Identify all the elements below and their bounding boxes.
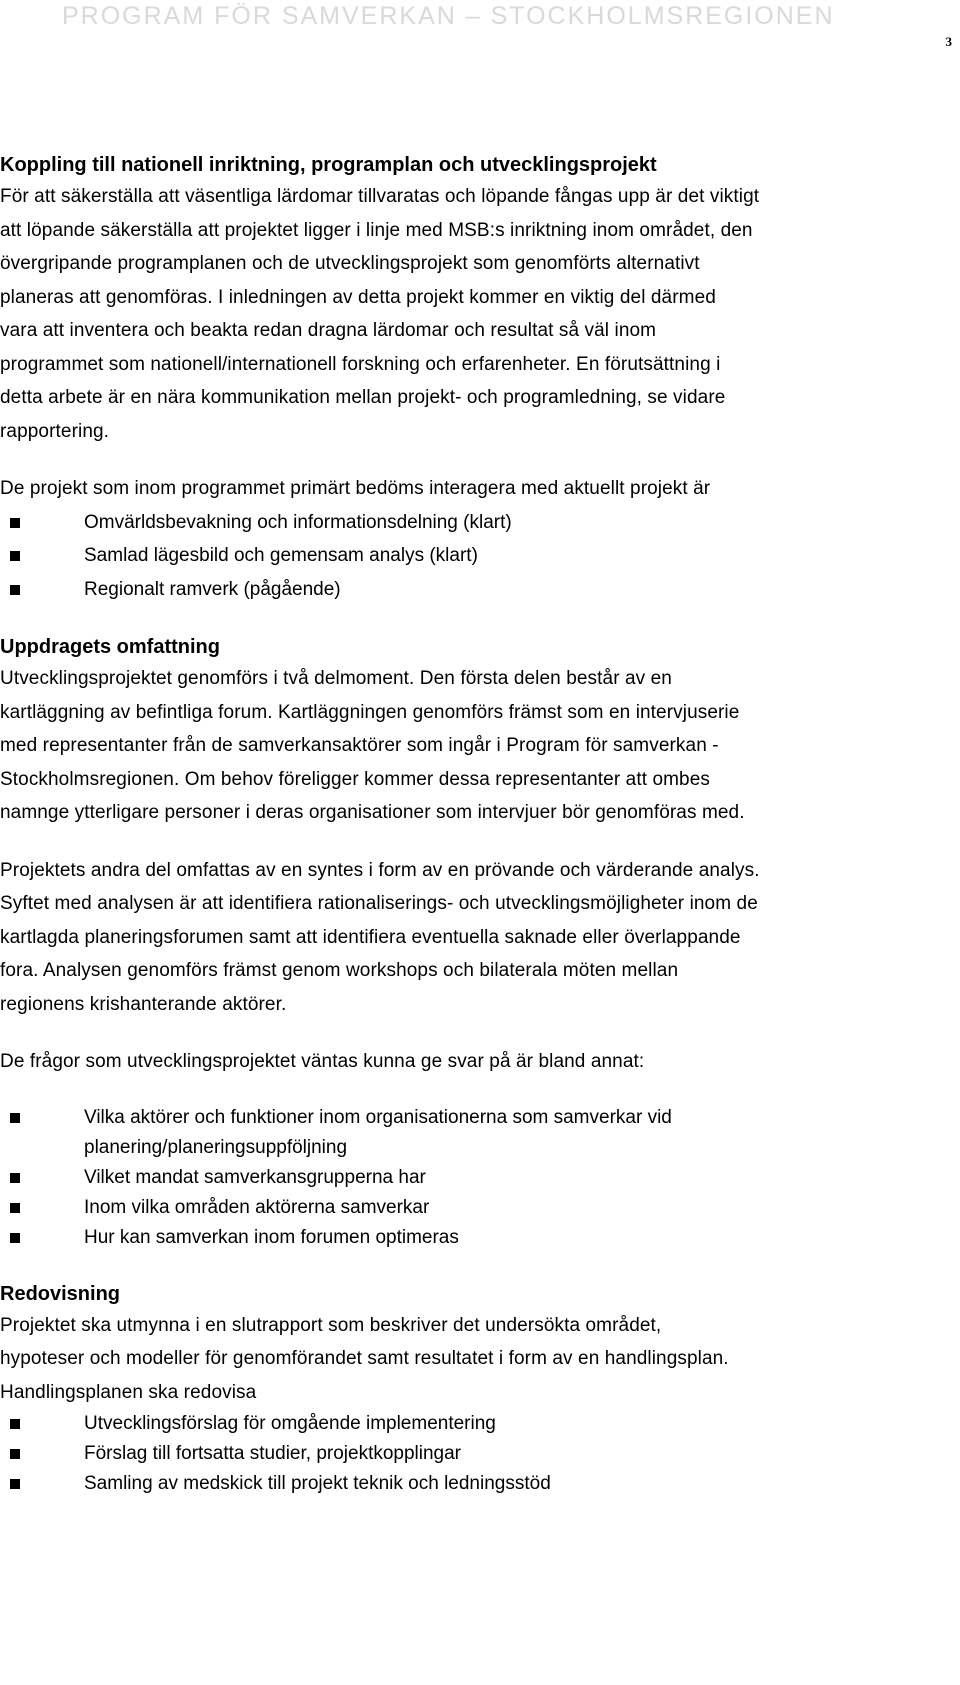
projects-intro: De projekt som inom programmet primärt bedöms interagera med aktuellt projekt är [0,478,711,499]
text-line: Projektet ska utmynna i en slutrapport som beskriver det undersökta området, [0,1314,662,1336]
text-line: Utvecklingsprojektet genomförs i två delmoment. Den första delen består av en [0,668,672,689]
list-item: Inom vilka områden aktörerna samverkar [0,1193,945,1223]
text-line: detta arbete är en nära kommunikation mellan projekt- och programledning, se vidare [0,387,726,408]
section-heading-redovisning: Redovisning [0,1282,121,1305]
text-line: Handlingsplanen ska redovisa [0,1381,257,1403]
document-body [0,150,945,1499]
text-line: kartlagda planeringsforumen samt att identifiera eventuella saknade eller överlappande [0,926,741,948]
bullet-square-icon [10,1173,20,1183]
bullet-square-icon [10,1449,20,1459]
section-heading-koppling: Koppling till nationell inriktning, programplan och utvecklingsprojekt [0,154,657,176]
list-item: Samlad lägesbild och gemensam analys (klart) [0,539,945,573]
paragraph-redovisning [0,1309,945,1410]
text-line: övergripande programplanen och de utvecklingsprojekt som genomförts alternativt [0,253,700,274]
text-line: Stockholmsregionen. Om behov föreligger kommer dessa representanter att ombes [0,768,710,790]
text-line: programmet som nationell/internationell forskning och erfarenheter. En förutsättning i [0,353,721,375]
handlingsplan-list [0,1409,945,1499]
bullet-square-icon [10,1203,20,1213]
list-item: Vilka aktörer och funktioner inom organisationerna som samverkar vid planering/planeringsuppföljning [0,1103,945,1163]
spacer [0,1253,945,1279]
text-line: namnge ytterligare personer i deras organisationer som intervjuer bör genomföras med. [0,802,745,823]
spacer [0,1021,945,1045]
text-line: fora. Analysen genomförs främst genom workshops och bilaterala möten mellan [0,960,679,981]
list-item: Förslag till fortsatta studier, projektkopplingar [0,1439,945,1469]
text-line: vara att inventera och beakta redan dragna lärdomar och resultat så väl inom [0,320,657,341]
bullet-square-icon [10,551,20,561]
running-header: PROGRAM FÖR SAMVERKAN – STOCKHOLMSREGIONEN [62,2,835,30]
text-line: regionens krishanterande aktörer. [0,993,287,1015]
text-line: hypoteser och modeller för genomförandet samt resultatet i form av en handlingsplan. [0,1348,729,1369]
bullet-square-icon [10,585,20,595]
list-item: Hur kan samverkan inom forumen optimeras [0,1223,945,1253]
bullet-square-icon [10,1479,20,1489]
paragraph-uppdrag-2 [0,854,945,1022]
bullet-square-icon [10,1233,20,1243]
spacer [0,1079,945,1103]
questions-list [0,1103,945,1253]
list-item: Vilket mandat samverkansgrupperna har [0,1163,945,1193]
text-line: att löpande säkerställa att projektet ligger i linje med MSB:s inriktning inom området, den [0,219,753,241]
section-heading-uppdrag: Uppdragets omfattning [0,636,220,658]
text-line: kartläggning av befintliga forum. Kartläggningen genomförs främst som en intervjuserie [0,701,740,723]
text-line: planeras att genomföras. I inledningen av detta projekt kommer en viktig del därmed [0,286,716,308]
bullet-square-icon [10,1113,20,1123]
spacer [0,830,945,854]
text-line: För att säkerställa att väsentliga lärdomar tillvaratas och löpande fångas upp är det viktigt [0,186,760,207]
list-item: Regionalt ramverk (pågående) [0,573,945,607]
questions-intro: De frågor som utvecklingsprojektet väntas kunna ge svar på är bland annat: [0,1051,645,1072]
bullet-square-icon [10,1419,20,1429]
text-line: Projektets andra del omfattas av en syntes i form av en prövande och värderande analys. [0,859,760,881]
text-line: Syftet med analysen är att identifiera rationaliserings- och utvecklingsmöjligheter inom de [0,893,758,914]
list-item: Samling av medskick till projekt teknik och ledningsstöd [0,1469,945,1499]
paragraph-uppdrag-1 [0,662,945,830]
bullet-square-icon [10,518,20,528]
page-number: 3 [945,34,952,49]
list-item: Omvärldsbevakning och informationsdelning (klart) [0,506,945,540]
related-projects-list [0,506,945,607]
paragraph-koppling [0,180,945,448]
spacer [0,448,945,472]
list-item: Utvecklingsförslag för omgående implementering [0,1409,945,1439]
text-line: rapportering. [0,420,110,442]
spacer [0,606,945,632]
text-line: med representanter från de samverkansaktörer som ingår i Program för samverkan - [0,735,719,756]
